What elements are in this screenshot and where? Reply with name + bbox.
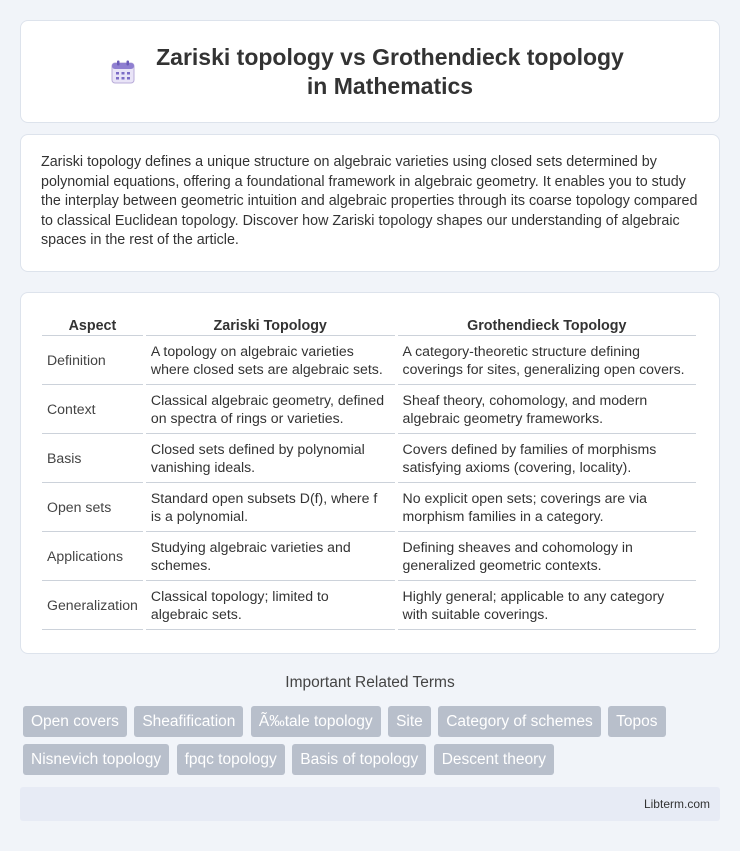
aspect-cell: Open sets <box>42 483 143 532</box>
calendar-icon <box>110 59 136 85</box>
related-term-tag[interactable]: Basis of topology <box>292 744 426 775</box>
intro-card <box>20 134 720 272</box>
table-row <box>42 581 696 630</box>
related-term-tag[interactable]: Site <box>388 706 431 737</box>
comparison-table <box>39 310 699 630</box>
grothendieck-cell: Defining sheaves and cohomology in generalized geometric contexts. <box>398 532 696 581</box>
related-terms-list <box>23 706 723 782</box>
aspect-cell: Basis <box>42 434 143 483</box>
aspect-cell: Generalization <box>42 581 143 630</box>
intro-paragraph: Zariski topology defines a unique structure on algebraic varieties using closed sets determined by polynomial equations, offering a foundational framework in algebraic geometry. It enables you to study the interplay between geometric intuition and algebraic properties through its coarse topology compared to classical Euclidean topology. Discover how Zariski topology shapes our understanding of algebraic spaces in the rest of the article. <box>41 154 698 249</box>
footer <box>20 787 720 821</box>
zariski-cell: A topology on algebraic varieties where closed sets are algebraic sets. <box>146 336 395 385</box>
related-term-tag[interactable]: Open covers <box>23 706 127 737</box>
column-header: Grothendieck Topology <box>398 310 696 336</box>
grothendieck-cell: No explicit open sets; coverings are via morphism families in a category. <box>398 483 696 532</box>
comparison-card <box>20 292 720 654</box>
zariski-cell: Standard open subsets D(f), where f is a polynomial. <box>146 483 395 532</box>
grothendieck-cell: Highly general; applicable to any category with suitable coverings. <box>398 581 696 630</box>
footer-brand-link[interactable]: Libterm.com <box>643 797 710 811</box>
table-row <box>42 385 696 434</box>
table-row <box>42 483 696 532</box>
aspect-cell: Applications <box>42 532 143 581</box>
related-term-tag[interactable]: fpqc topology <box>177 744 285 775</box>
related-term-tag[interactable]: Topos <box>608 706 665 737</box>
zariski-cell: Classical algebraic geometry, defined on spectra of rings or varieties. <box>146 385 395 434</box>
grothendieck-cell: Sheaf theory, cohomology, and modern algebraic geometry frameworks. <box>398 385 696 434</box>
table-row <box>42 532 696 581</box>
zariski-cell: Closed sets defined by polynomial vanishing ideals. <box>146 434 395 483</box>
aspect-cell: Definition <box>42 336 143 385</box>
related-term-tag[interactable]: Nisnevich topology <box>23 744 169 775</box>
table-header-row <box>42 310 696 336</box>
title-card <box>20 20 720 123</box>
related-terms-heading: Important Related Terms <box>285 674 455 691</box>
zariski-cell: Studying algebraic varieties and schemes. <box>146 532 395 581</box>
grothendieck-cell: A category-theoretic structure defining coverings for sites, generalizing open covers. <box>398 336 696 385</box>
related-term-tag[interactable]: Descent theory <box>434 744 554 775</box>
zariski-cell: Classical topology; limited to algebraic sets. <box>146 581 395 630</box>
related-term-tag[interactable]: Category of schemes <box>438 706 600 737</box>
aspect-cell: Context <box>42 385 143 434</box>
related-term-tag[interactable]: Ã‰tale topology <box>251 706 381 737</box>
column-header: Aspect <box>42 310 143 336</box>
column-header: Zariski Topology <box>146 310 395 336</box>
table-row <box>42 336 696 385</box>
related-term-tag[interactable]: Sheafification <box>134 706 243 737</box>
table-row <box>42 434 696 483</box>
grothendieck-cell: Covers defined by families of morphisms satisfying axioms (covering, locality). <box>398 434 696 483</box>
page-title: Zariski topology vs Grothendieck topology in Mathematics <box>156 43 624 99</box>
